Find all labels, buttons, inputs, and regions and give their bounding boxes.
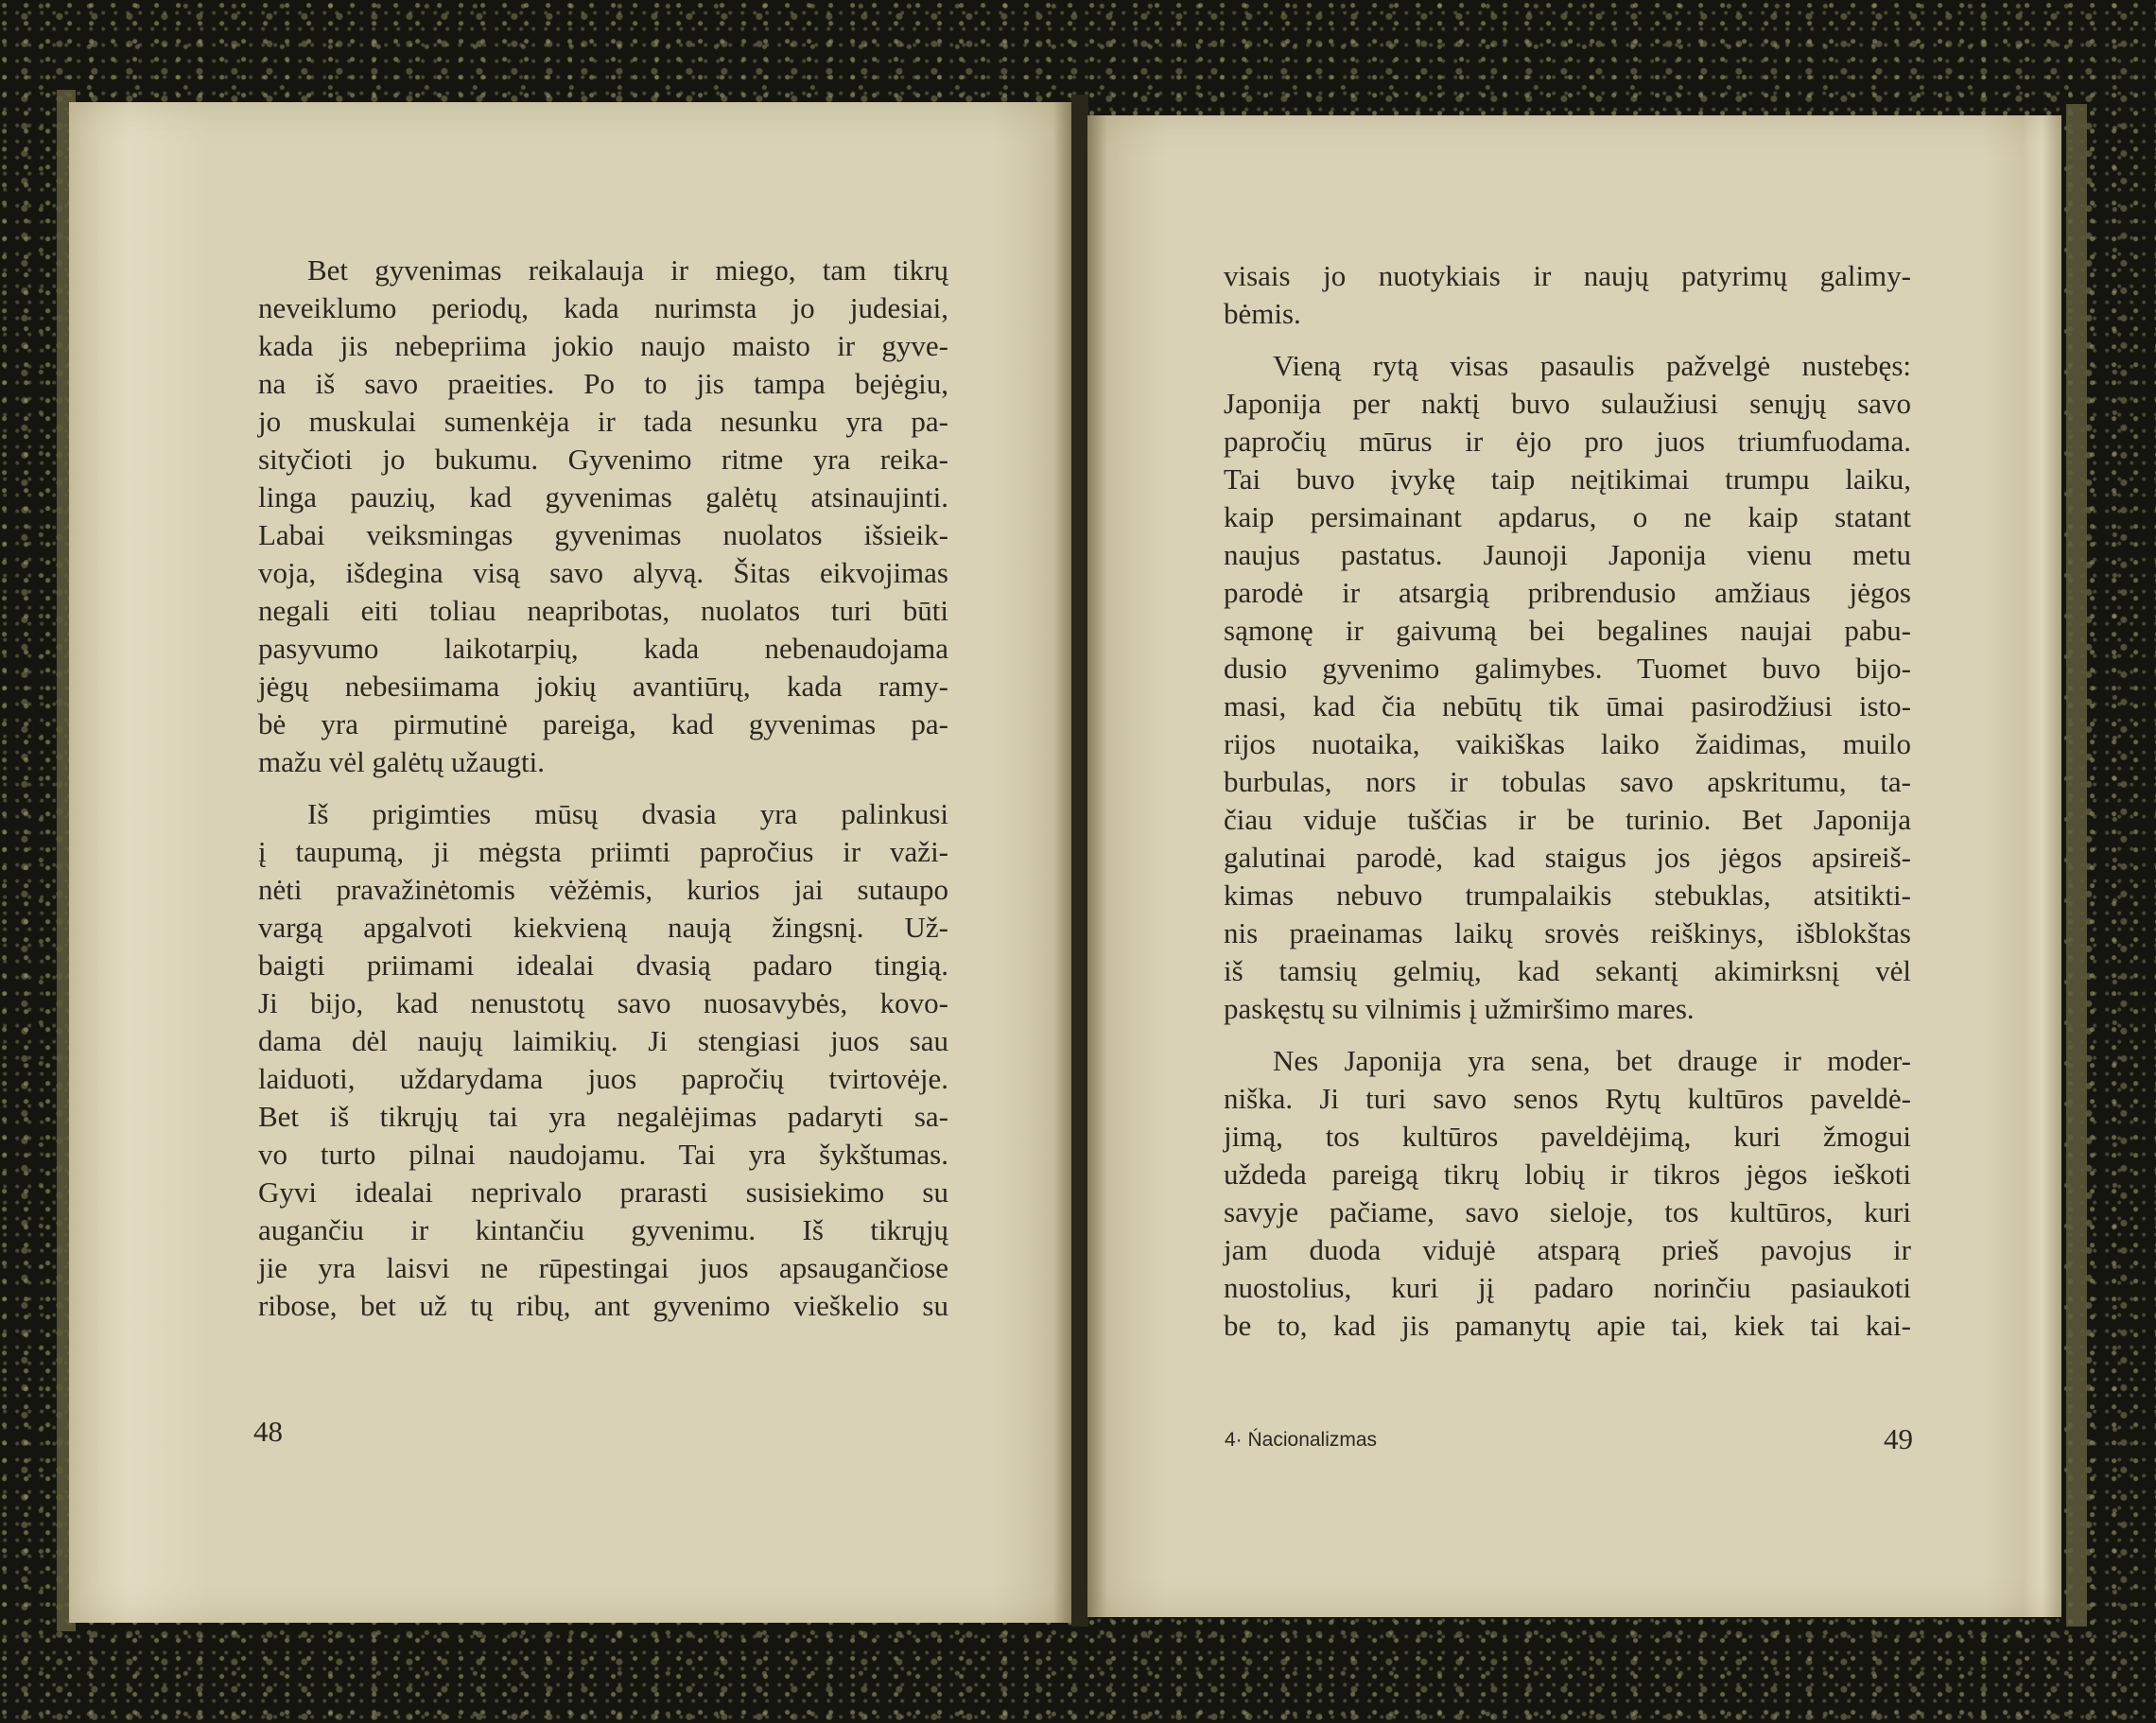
text-line: iš tamsių gelmių, kad sekantį akimirksnį vėl (1224, 954, 1911, 987)
text-line: negali eiti toliau neapribotas, nuolatos turi būti (258, 594, 948, 627)
text-line: Bet iš tikrųjų tai yra negalėjimas padaryti sa- (258, 1100, 948, 1133)
text-line: Iš prigimties mūsų dvasia yra palinkusi (307, 797, 948, 830)
text-line: masi, kad čia nebūtų tik ūmai pasirodžiusi isto- (1224, 689, 1911, 722)
text-line: niška. Ji turi savo senos Rytų kultūros paveldė- (1224, 1082, 1911, 1115)
text-line: dama dėl naujų laimikių. Ji stengiasi juos sau (258, 1024, 948, 1057)
text-line: kimas nebuvo trumpalaikis stebuklas, atsitikti- (1224, 879, 1911, 912)
text-line: rijos nuotaika, vaikiškas laiko žaidimas, muilo (1224, 727, 1911, 760)
text-line: jimą, tos kultūros paveldėjimą, kuri žmogui (1224, 1120, 1911, 1153)
text-line: dusio gyvenimo galimybes. Tuomet buvo bijo- (1224, 652, 1911, 685)
left-page-text (258, 252, 948, 1339)
text-line: sityčioti jo bukumu. Gyvenimo ritme yra reika- (258, 443, 948, 476)
page-number-right: 49 (1884, 1422, 1913, 1455)
text-line: čiau viduje tuščias ir be turinio. Bet Japonija (1224, 803, 1911, 836)
paragraph (1224, 347, 1911, 1028)
text-line: Tai buvo įvykę taip neįtikimai trumpu laiku, (1224, 462, 1911, 496)
text-line: kada jis nebepriima jokio naujo maisto ir gyve- (258, 329, 948, 362)
text-line: bė yra pirmutinė pareiga, kad gyvenimas pa- (258, 707, 948, 740)
text-line: galutinai parodė, kad staigus jos jėgos apsireiš- (1224, 841, 1911, 874)
text-line: augančiu ir kintančiu gyvenimu. Iš tikrųjų (258, 1213, 948, 1246)
text-line: Labai veiksmingas gyvenimas nuolatos išsieik- (258, 518, 948, 551)
text-line: Nes Japonija yra sena, bet drauge ir moder- (1273, 1044, 1911, 1077)
text-line: burbulas, nors ir tobulas savo apskritumu, ta- (1224, 765, 1911, 798)
text-line: baigti priimami idealai dvasią padaro tingią. (258, 949, 948, 982)
text-line: nuostolius, kuri jį padaro norinčiu pasiaukoti (1224, 1271, 1911, 1304)
text-line: jie yra laisvi ne rūpestingai juos apsaugančiose (258, 1251, 948, 1284)
text-line: naujus pastatus. Jaunoji Japonija vienu metu (1224, 538, 1911, 571)
text-line: savyje pačiame, savo sieloje, tos kultūros, kuri (1224, 1195, 1911, 1228)
text-line: laiduoti, uždarydama juos papročių tvirtovėje. (258, 1062, 948, 1095)
text-line: vargą apgalvoti kiekvieną naują žingsnį. Už- (258, 911, 948, 944)
text-line: jėgų nebesiimama jokių avantiūrų, kada ramy- (258, 670, 948, 703)
text-line: papročių mūrus ir ėjo pro juos triumfuodama. (1224, 425, 1911, 458)
text-line: Bet gyvenimas reikalauja ir miego, tam tikrų (307, 253, 948, 287)
text-line: be to, kad jis pamanytų apie tai, kiek tai kai- (1224, 1309, 1911, 1342)
paragraph (258, 795, 948, 1325)
text-line: jo muskulai sumenkėja ir tada nesunku yra pa- (258, 405, 948, 438)
text-line: paskęstų su vilnimis į užmiršimo mares. (1224, 992, 1695, 1025)
text-line: neveiklumo periodų, kada nurimsta jo judesiai, (258, 291, 948, 324)
text-line: visais jo nuotykiais ir naujų patyrimų galimy- (1224, 259, 1911, 292)
page-number-left: 48 (253, 1415, 283, 1448)
text-line: uždeda pareigą tikrų lobių ir tikros jėgos ieškoti (1224, 1157, 1911, 1191)
text-line: bėmis. (1224, 297, 1301, 330)
text-line: Japonija per naktį buvo sulaužiusi senųjų savo (1224, 387, 1911, 420)
text-line: Ji bijo, kad nenustotų savo nuosavybės, kovo- (258, 986, 948, 1019)
text-line: sąmonę ir gaivumą bei begalines naujai pabu- (1224, 614, 1911, 647)
text-line: Gyvi idealai neprivalo prarasti susisiekimo su (258, 1175, 948, 1209)
cover-cloth-right (2066, 104, 2087, 1627)
text-line: linga pauzių, kad gyvenimas galėtų atsinaujinti. (258, 480, 948, 513)
text-line: vo turto pilnai naudojamu. Tai yra šykštumas. (258, 1138, 948, 1171)
text-line: į taupumą, ji mėgsta priimti papročius ir važi- (258, 835, 948, 868)
paragraph (258, 252, 948, 781)
text-line: voja, išdegina visą savo alyvą. Šitas eikvojimas (258, 556, 948, 589)
text-line: pasyvumo laikotarpių, kada nebenaudojama (258, 632, 948, 665)
paragraph (1224, 257, 1911, 333)
text-line: ribose, bet už tų ribų, ant gyvenimo vieškelio su (258, 1289, 948, 1322)
text-line: kaip persimainant apdarus, o ne kaip statant (1224, 500, 1911, 533)
text-line: parodė ir atsargią pribrendusio amžiaus jėgos (1224, 576, 1911, 609)
text-line: mažu vėl galėtų užaugti. (258, 745, 545, 778)
book-spine (1071, 95, 1088, 1627)
signature-mark: 4· Ńacionalizmas (1225, 1429, 1378, 1451)
text-line: jam duoda vidujė atsparą prieš pavojus ir (1224, 1233, 1911, 1266)
paragraph (1224, 1042, 1911, 1345)
text-line: Vieną rytą visas pasaulis pažvelgė nustebęs: (1273, 349, 1911, 382)
right-page-text (1224, 257, 1911, 1359)
text-line: na iš savo praeities. Po to jis tampa bejėgiu, (258, 367, 948, 400)
text-line: nėti pravažinėtomis vėžėmis, kurios jai sutaupo (258, 873, 948, 906)
text-line: nis praeinamas laikų srovės reiškinys, išblokštas (1224, 916, 1911, 949)
